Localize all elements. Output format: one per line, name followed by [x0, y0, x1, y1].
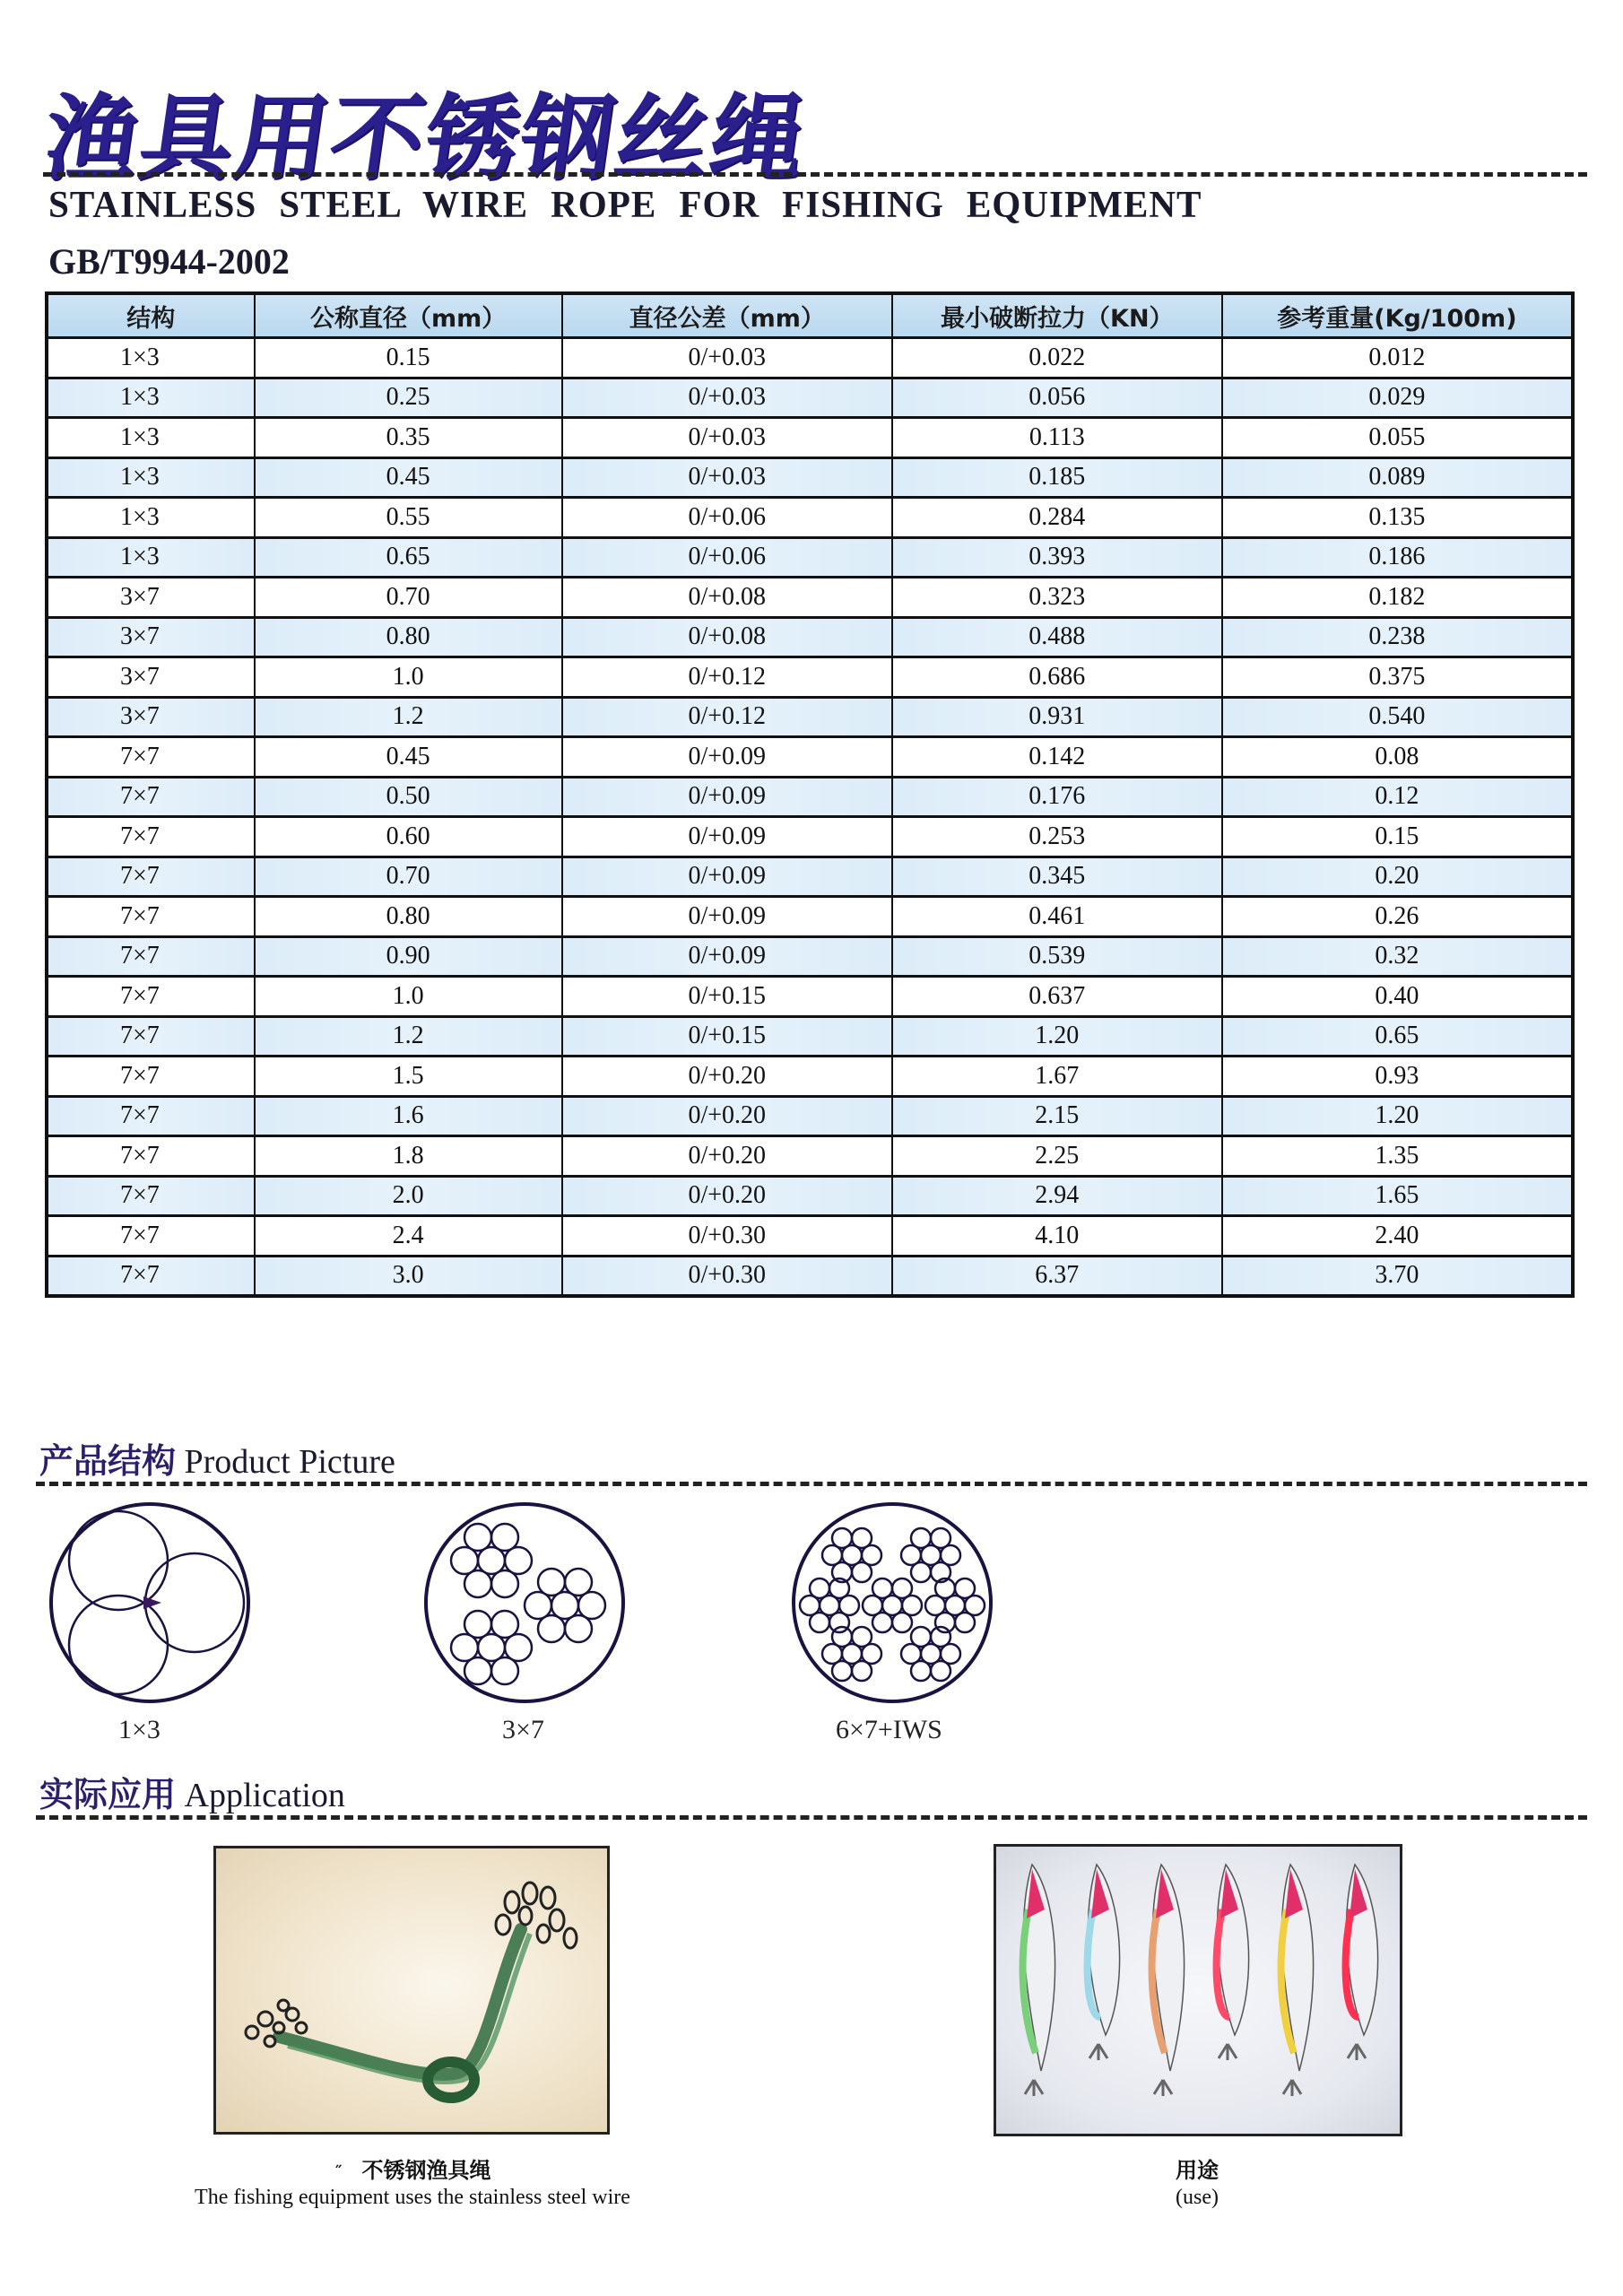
cell-structure: 1×3	[47, 338, 255, 378]
cell-nominal-diameter: 1.0	[255, 977, 562, 1017]
cell-nominal-diameter: 0.80	[255, 897, 562, 937]
cell-structure: 1×3	[47, 498, 255, 538]
cell-nominal-diameter: 0.60	[255, 817, 562, 857]
cell-structure: 1×3	[47, 537, 255, 578]
section-title-application	[39, 1767, 345, 1816]
cell-nominal-diameter: 0.70	[255, 857, 562, 897]
cell-structure: 7×7	[47, 817, 255, 857]
cell-min-breaking-force: 4.10	[892, 1216, 1222, 1257]
cell-reference-weight: 0.65	[1222, 1016, 1573, 1057]
photo-squid-jig-lures	[994, 1844, 1402, 2136]
lure	[1281, 1865, 1314, 2096]
table-header-row	[47, 293, 1573, 338]
cell-reference-weight: 1.35	[1222, 1136, 1573, 1177]
cell-reference-weight: 0.08	[1222, 737, 1573, 778]
wire-circle	[872, 1578, 892, 1598]
wire-circle	[955, 1578, 975, 1598]
cell-structure: 7×7	[47, 897, 255, 937]
cell-reference-weight: 0.26	[1222, 897, 1573, 937]
cell-diameter-tolerance: 0/+0.09	[562, 897, 892, 937]
table-row	[47, 817, 1573, 857]
standard-code: GB/T9944-2002	[48, 241, 290, 282]
page-title-en: STAINLESS STEEL WIRE ROPE FOR FISHING EQUIPMENT	[48, 185, 1202, 226]
cell-structure: 7×7	[47, 977, 255, 1017]
cell-diameter-tolerance: 0/+0.03	[562, 378, 892, 418]
cell-reference-weight: 0.540	[1222, 697, 1573, 737]
cell-structure: 7×7	[47, 857, 255, 897]
caption-en: (use)	[1176, 2186, 1219, 2209]
cell-nominal-diameter: 0.35	[255, 418, 562, 458]
wire-circle	[832, 1528, 852, 1548]
cell-diameter-tolerance: 0/+0.30	[562, 1216, 892, 1257]
cell-min-breaking-force: 0.461	[892, 897, 1222, 937]
wire-circle	[931, 1661, 950, 1681]
cell-structure: 7×7	[47, 737, 255, 778]
cell-min-breaking-force: 2.15	[892, 1096, 1222, 1136]
cell-min-breaking-force: 0.113	[892, 418, 1222, 458]
wire-circle	[810, 1578, 829, 1598]
caption-cn: 不锈钢渔具绳	[361, 2158, 491, 2183]
wire-circle	[911, 1528, 931, 1548]
wire-circle	[892, 1578, 912, 1598]
cell-diameter-tolerance: 0/+0.06	[562, 537, 892, 578]
cell-reference-weight: 0.029	[1222, 378, 1573, 418]
cell-reference-weight: 0.93	[1222, 1057, 1573, 1097]
cell-diameter-tolerance: 0/+0.15	[562, 1016, 892, 1057]
table-row	[47, 498, 1573, 538]
wire-circle	[892, 1613, 912, 1632]
table-row	[47, 857, 1573, 897]
wire-circle	[491, 1657, 518, 1684]
cell-nominal-diameter: 0.45	[255, 737, 562, 778]
section-divider	[36, 1482, 1587, 1486]
cell-min-breaking-force: 0.637	[892, 977, 1222, 1017]
wire-circle	[931, 1528, 950, 1548]
cell-reference-weight: 0.182	[1222, 578, 1573, 618]
diagram-label-3x7: 3×7	[502, 1715, 544, 1744]
cell-nominal-diameter: 0.65	[255, 537, 562, 578]
caption-mark: ˝	[334, 2163, 343, 2182]
rope-cross-section-1x3-icon	[47, 1500, 253, 1706]
cell-diameter-tolerance: 0/+0.03	[562, 418, 892, 458]
cell-min-breaking-force: 0.345	[892, 857, 1222, 897]
cell-diameter-tolerance: 0/+0.08	[562, 617, 892, 657]
cell-reference-weight: 1.65	[1222, 1176, 1573, 1216]
lure	[1217, 1865, 1249, 2060]
cell-structure: 7×7	[47, 936, 255, 977]
cell-min-breaking-force: 2.94	[892, 1176, 1222, 1216]
cell-reference-weight: 0.055	[1222, 418, 1573, 458]
cell-diameter-tolerance: 0/+0.20	[562, 1057, 892, 1097]
cell-structure: 7×7	[47, 777, 255, 817]
lures-illustration	[996, 1847, 1400, 2134]
cell-structure: 7×7	[47, 1096, 255, 1136]
cell-min-breaking-force: 0.393	[892, 537, 1222, 578]
cell-diameter-tolerance: 0/+0.20	[562, 1176, 892, 1216]
lure	[1088, 1865, 1120, 2060]
cell-structure: 7×7	[47, 1136, 255, 1177]
table-row	[47, 1216, 1573, 1257]
cell-reference-weight: 2.40	[1222, 1216, 1573, 1257]
cell-reference-weight: 0.089	[1222, 457, 1573, 498]
cell-diameter-tolerance: 0/+0.03	[562, 457, 892, 498]
cell-nominal-diameter: 0.45	[255, 457, 562, 498]
section-title-en: Application	[184, 1777, 345, 1814]
wire-circle	[565, 1569, 592, 1596]
cell-min-breaking-force: 0.488	[892, 617, 1222, 657]
cell-structure: 7×7	[47, 1216, 255, 1257]
column-header-reference-weight: 参考重量(Kg/100m)	[1222, 293, 1573, 338]
table-row	[47, 1096, 1573, 1136]
cell-min-breaking-force: 2.25	[892, 1136, 1222, 1177]
table-row	[47, 378, 1573, 418]
cell-diameter-tolerance: 0/+0.09	[562, 936, 892, 977]
cell-min-breaking-force: 0.931	[892, 697, 1222, 737]
wire-circle	[829, 1613, 849, 1632]
table-row	[47, 1176, 1573, 1216]
cell-min-breaking-force: 0.176	[892, 777, 1222, 817]
wire-circle	[931, 1627, 950, 1647]
cell-min-breaking-force: 0.056	[892, 378, 1222, 418]
table-row	[47, 537, 1573, 578]
cell-structure: 1×3	[47, 378, 255, 418]
rope-cross-section-3x7-icon	[421, 1500, 628, 1706]
table-row	[47, 737, 1573, 778]
wire-circle	[565, 1615, 592, 1642]
cell-nominal-diameter: 1.8	[255, 1136, 562, 1177]
cell-structure: 7×7	[47, 1256, 255, 1296]
cell-structure: 1×3	[47, 418, 255, 458]
cell-min-breaking-force: 0.142	[892, 737, 1222, 778]
lure	[1346, 1865, 1378, 2060]
cell-structure: 7×7	[47, 1057, 255, 1097]
table-row	[47, 617, 1573, 657]
table-row	[47, 897, 1573, 937]
photo-fishing-wire-leaders	[213, 1846, 610, 2135]
section-title-cn: 实际应用	[39, 1775, 177, 1814]
photo-caption-fishing-wire	[135, 2152, 690, 2210]
cell-nominal-diameter: 2.0	[255, 1176, 562, 1216]
wire-circle	[491, 1570, 518, 1597]
diagram-label-1x3: 1×3	[118, 1715, 161, 1744]
cell-reference-weight: 3.70	[1222, 1256, 1573, 1296]
cell-nominal-diameter: 0.15	[255, 338, 562, 378]
cell-reference-weight: 0.375	[1222, 657, 1573, 698]
wire-circle	[538, 1569, 565, 1596]
cell-nominal-diameter: 0.70	[255, 578, 562, 618]
cell-diameter-tolerance: 0/+0.08	[562, 578, 892, 618]
cell-nominal-diameter: 3.0	[255, 1256, 562, 1296]
table-row	[47, 418, 1573, 458]
wire-circle	[464, 1611, 491, 1638]
title-divider	[43, 172, 1587, 177]
cell-diameter-tolerance: 0/+0.12	[562, 697, 892, 737]
diagram-label-6x7-iws: 6×7+IWS	[836, 1715, 942, 1744]
cell-nominal-diameter: 1.2	[255, 1016, 562, 1057]
table-row	[47, 338, 1573, 378]
wire-circle	[955, 1613, 975, 1632]
cell-reference-weight: 0.32	[1222, 936, 1573, 977]
cell-nominal-diameter: 0.55	[255, 498, 562, 538]
section-title-product-picture	[39, 1433, 395, 1483]
cell-diameter-tolerance: 0/+0.20	[562, 1136, 892, 1177]
section-title-cn: 产品结构	[39, 1441, 177, 1481]
wire-circle	[464, 1524, 491, 1551]
cell-diameter-tolerance: 0/+0.09	[562, 737, 892, 778]
wire-circle	[852, 1661, 872, 1681]
cell-reference-weight: 0.135	[1222, 498, 1573, 538]
section-divider	[36, 1815, 1587, 1820]
cell-min-breaking-force: 1.20	[892, 1016, 1222, 1057]
caption-cn: 用途	[1176, 2158, 1219, 2183]
cell-structure: 1×3	[47, 457, 255, 498]
wire-circle	[911, 1627, 931, 1647]
section-title-en: Product Picture	[184, 1443, 395, 1481]
cell-diameter-tolerance: 0/+0.09	[562, 817, 892, 857]
table-row	[47, 777, 1573, 817]
cell-min-breaking-force: 0.284	[892, 498, 1222, 538]
cell-structure: 3×7	[47, 657, 255, 698]
wire-circle	[852, 1562, 872, 1582]
cell-reference-weight: 0.12	[1222, 777, 1573, 817]
cell-reference-weight: 0.20	[1222, 857, 1573, 897]
cell-diameter-tolerance: 0/+0.03	[562, 338, 892, 378]
fishing-wire-illustration	[216, 1848, 607, 2132]
cell-structure: 7×7	[47, 1176, 255, 1216]
cell-structure: 3×7	[47, 617, 255, 657]
wire-circle	[491, 1524, 518, 1551]
cell-nominal-diameter: 1.5	[255, 1057, 562, 1097]
cell-min-breaking-force: 1.67	[892, 1057, 1222, 1097]
caption-en: The fishing equipment uses the stainless steel wire	[195, 2186, 630, 2209]
cell-nominal-diameter: 1.6	[255, 1096, 562, 1136]
spec-table-body	[47, 338, 1573, 1297]
cell-reference-weight: 0.186	[1222, 537, 1573, 578]
cell-diameter-tolerance: 0/+0.09	[562, 777, 892, 817]
table-row	[47, 1057, 1573, 1097]
cell-nominal-diameter: 0.25	[255, 378, 562, 418]
column-header-min-breaking-force: 最小破断拉力（KN）	[892, 293, 1222, 338]
photo-caption-use	[1112, 2152, 1282, 2210]
table-row	[47, 457, 1573, 498]
cell-reference-weight: 1.20	[1222, 1096, 1573, 1136]
lure	[1152, 1865, 1185, 2096]
cell-reference-weight: 0.012	[1222, 338, 1573, 378]
cell-diameter-tolerance: 0/+0.15	[562, 977, 892, 1017]
cell-nominal-diameter: 0.50	[255, 777, 562, 817]
cell-structure: 3×7	[47, 697, 255, 737]
table-row	[47, 578, 1573, 618]
cell-diameter-tolerance: 0/+0.09	[562, 857, 892, 897]
cell-reference-weight: 0.40	[1222, 977, 1573, 1017]
cell-min-breaking-force: 0.686	[892, 657, 1222, 698]
cell-structure: 7×7	[47, 1016, 255, 1057]
table-row	[47, 1256, 1573, 1296]
cell-min-breaking-force: 0.323	[892, 578, 1222, 618]
wire-circle	[852, 1528, 872, 1548]
wire-circle	[491, 1611, 518, 1638]
cell-diameter-tolerance: 0/+0.20	[562, 1096, 892, 1136]
cell-diameter-tolerance: 0/+0.12	[562, 657, 892, 698]
wire-circle	[852, 1627, 872, 1647]
table-row	[47, 977, 1573, 1017]
table-row	[47, 657, 1573, 698]
cell-reference-weight: 0.238	[1222, 617, 1573, 657]
lure	[1023, 1865, 1055, 2096]
table-row	[47, 1016, 1573, 1057]
spec-table	[45, 291, 1575, 1298]
cell-diameter-tolerance: 0/+0.06	[562, 498, 892, 538]
cell-reference-weight: 0.15	[1222, 817, 1573, 857]
cell-nominal-diameter: 1.0	[255, 657, 562, 698]
cell-min-breaking-force: 0.022	[892, 338, 1222, 378]
column-header-structure: 结构	[47, 293, 255, 338]
cell-nominal-diameter: 0.90	[255, 936, 562, 977]
cell-nominal-diameter: 0.80	[255, 617, 562, 657]
rope-cross-section-6x7-iws-icon	[789, 1500, 995, 1706]
cell-min-breaking-force: 6.37	[892, 1256, 1222, 1296]
cell-nominal-diameter: 1.2	[255, 697, 562, 737]
cell-min-breaking-force: 0.253	[892, 817, 1222, 857]
table-row	[47, 936, 1573, 977]
cell-min-breaking-force: 0.539	[892, 936, 1222, 977]
cell-min-breaking-force: 0.185	[892, 457, 1222, 498]
table-row	[47, 1136, 1573, 1177]
cell-structure: 3×7	[47, 578, 255, 618]
cell-nominal-diameter: 2.4	[255, 1216, 562, 1257]
page-title-cn: 渔具用不锈钢丝绳	[38, 83, 814, 193]
wire-circle	[832, 1627, 852, 1647]
table-row	[47, 697, 1573, 737]
cell-diameter-tolerance: 0/+0.30	[562, 1256, 892, 1296]
column-header-nominal-diameter: 公称直径（mm）	[255, 293, 562, 338]
column-header-diameter-tolerance: 直径公差（mm）	[562, 293, 892, 338]
